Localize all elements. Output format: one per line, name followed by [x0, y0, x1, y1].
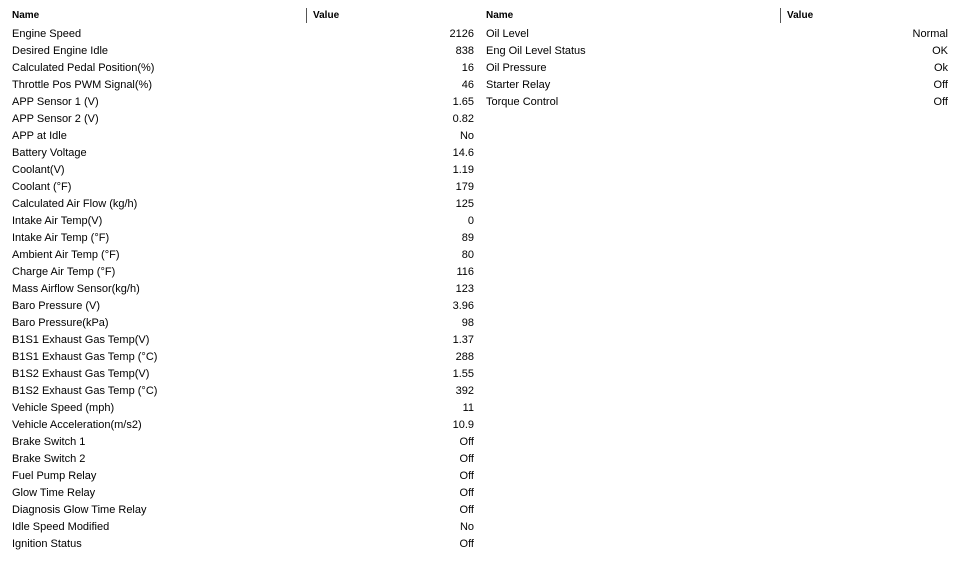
parameter-value: 10.9: [452, 419, 474, 431]
table-row[interactable]: [480, 43, 954, 60]
parameter-value: 98: [461, 317, 474, 329]
parameter-name: B1S2 Exhaust Gas Temp (°C): [12, 385, 158, 397]
table-row[interactable]: [6, 145, 480, 162]
table-row[interactable]: [6, 196, 480, 213]
parameter-name: Glow Time Relay: [12, 487, 96, 499]
parameter-value: 116: [456, 266, 474, 278]
parameter-name: Battery Voltage: [12, 147, 87, 159]
table-row[interactable]: [480, 94, 954, 111]
parameter-value: 1.65: [452, 96, 474, 108]
table-row[interactable]: [6, 264, 480, 281]
table-row[interactable]: [6, 298, 480, 315]
parameter-value: 123: [455, 283, 474, 295]
table-row[interactable]: [6, 43, 480, 60]
parameter-value: Off: [459, 487, 474, 499]
parameter-name: Mass Airflow Sensor(kg/h): [12, 283, 140, 295]
column-header-name[interactable]: Name: [12, 10, 40, 21]
table-row[interactable]: [6, 502, 480, 519]
parameter-value: Off: [459, 470, 474, 482]
table-row[interactable]: [6, 536, 480, 553]
parameter-value: 2126: [449, 28, 474, 40]
parameter-value: Off: [459, 504, 474, 516]
parameter-value: 0.82: [452, 113, 474, 125]
left-table-header: [6, 7, 480, 25]
table-row[interactable]: [6, 417, 480, 434]
parameter-value: Off: [459, 453, 474, 465]
left-data-table: [6, 7, 480, 553]
parameter-value: 89: [461, 232, 474, 244]
parameter-value: No: [459, 521, 474, 533]
parameter-name: Brake Switch 2: [12, 453, 86, 465]
column-resize-handle[interactable]: [306, 8, 307, 23]
table-row[interactable]: [6, 94, 480, 111]
column-resize-handle[interactable]: [780, 8, 781, 23]
column-header-value[interactable]: Value: [313, 10, 340, 21]
table-row[interactable]: [6, 366, 480, 383]
parameter-value: Off: [933, 96, 948, 108]
parameter-name: APP at Idle: [12, 130, 67, 142]
parameter-value: 1.55: [452, 368, 474, 380]
parameter-value: Normal: [912, 28, 948, 40]
parameter-value: 46: [461, 79, 474, 91]
parameter-name: B1S1 Exhaust Gas Temp (°C): [12, 351, 158, 363]
parameter-name: Calculated Pedal Position(%): [12, 62, 155, 74]
table-row[interactable]: [6, 128, 480, 145]
table-row[interactable]: [6, 451, 480, 468]
parameter-value: OK: [932, 45, 948, 57]
parameter-name: Coolant (°F): [12, 181, 72, 193]
parameter-value: 14.6: [452, 147, 474, 159]
parameter-name: APP Sensor 2 (V): [12, 113, 99, 125]
parameter-name: B1S2 Exhaust Gas Temp(V): [12, 368, 150, 380]
parameter-value: 1.19: [452, 164, 474, 176]
parameter-name: Brake Switch 1: [12, 436, 86, 448]
table-row[interactable]: [6, 281, 480, 298]
right-table-body: [480, 26, 954, 111]
table-row[interactable]: [6, 230, 480, 247]
parameter-value: Off: [933, 79, 948, 91]
column-header-name[interactable]: Name: [486, 10, 514, 21]
table-row[interactable]: [6, 315, 480, 332]
parameter-name: Idle Speed Modified: [12, 521, 110, 533]
parameter-value: 392: [455, 385, 474, 397]
parameter-name: Throttle Pos PWM Signal(%): [12, 79, 152, 91]
table-row[interactable]: [6, 26, 480, 43]
parameter-name: Intake Air Temp (°F): [12, 232, 110, 244]
parameter-name: Ignition Status: [12, 538, 82, 550]
table-row[interactable]: [6, 434, 480, 451]
parameter-value: 288: [455, 351, 474, 363]
parameter-name: Baro Pressure(kPa): [12, 317, 109, 329]
parameter-name: Oil Level: [486, 28, 529, 40]
parameter-value: 0: [467, 215, 474, 227]
parameter-value: 16: [461, 62, 474, 74]
table-row[interactable]: [6, 349, 480, 366]
parameter-value: Ok: [933, 62, 948, 74]
table-row[interactable]: [6, 111, 480, 128]
left-table-body: [6, 26, 480, 553]
table-row[interactable]: [6, 162, 480, 179]
parameter-value: 3.96: [452, 300, 474, 312]
table-row[interactable]: [6, 247, 480, 264]
table-row[interactable]: [6, 519, 480, 536]
table-row[interactable]: [6, 77, 480, 94]
parameter-name: Baro Pressure (V): [12, 300, 101, 312]
table-row[interactable]: [6, 332, 480, 349]
parameter-name: Fuel Pump Relay: [12, 470, 97, 482]
table-row[interactable]: [6, 60, 480, 77]
parameter-value: No: [459, 130, 474, 142]
parameter-value: 125: [455, 198, 474, 210]
right-table-header: [480, 7, 954, 25]
parameter-value: 838: [455, 45, 474, 57]
parameter-name: APP Sensor 1 (V): [12, 96, 99, 108]
parameter-name: Oil Pressure: [486, 62, 547, 74]
parameter-name: Calculated Air Flow (kg/h): [12, 198, 138, 210]
parameter-name: Torque Control: [486, 96, 559, 108]
parameter-name: Ambient Air Temp (°F): [12, 249, 120, 261]
table-row[interactable]: [6, 213, 480, 230]
table-row[interactable]: [480, 26, 954, 43]
parameter-name: Intake Air Temp(V): [12, 215, 103, 227]
parameter-name: Vehicle Speed (mph): [12, 402, 115, 414]
parameter-value: Off: [459, 538, 474, 550]
right-data-table: [480, 7, 954, 111]
table-row[interactable]: [6, 179, 480, 196]
table-row[interactable]: [480, 60, 954, 77]
parameter-name: Starter Relay: [486, 79, 551, 91]
parameter-name: Diagnosis Glow Time Relay: [12, 504, 147, 516]
column-header-value[interactable]: Value: [787, 10, 814, 21]
parameter-value: 1.37: [452, 334, 474, 346]
parameter-name: Vehicle Acceleration(m/s2): [12, 419, 142, 431]
parameter-name: B1S1 Exhaust Gas Temp(V): [12, 334, 150, 346]
table-row[interactable]: [6, 400, 480, 417]
table-row[interactable]: [6, 383, 480, 400]
parameter-name: Charge Air Temp (°F): [12, 266, 116, 278]
table-row[interactable]: [480, 77, 954, 94]
parameter-value: 11: [462, 402, 474, 414]
parameter-value: 80: [461, 249, 474, 261]
parameter-name: Coolant(V): [12, 164, 65, 176]
parameter-name: Engine Speed: [12, 28, 82, 40]
parameter-name: Eng Oil Level Status: [486, 45, 586, 57]
table-row[interactable]: [6, 468, 480, 485]
table-row[interactable]: [6, 485, 480, 502]
parameter-name: Desired Engine Idle: [12, 45, 109, 57]
parameter-value: 179: [455, 181, 474, 193]
parameter-value: Off: [459, 436, 474, 448]
